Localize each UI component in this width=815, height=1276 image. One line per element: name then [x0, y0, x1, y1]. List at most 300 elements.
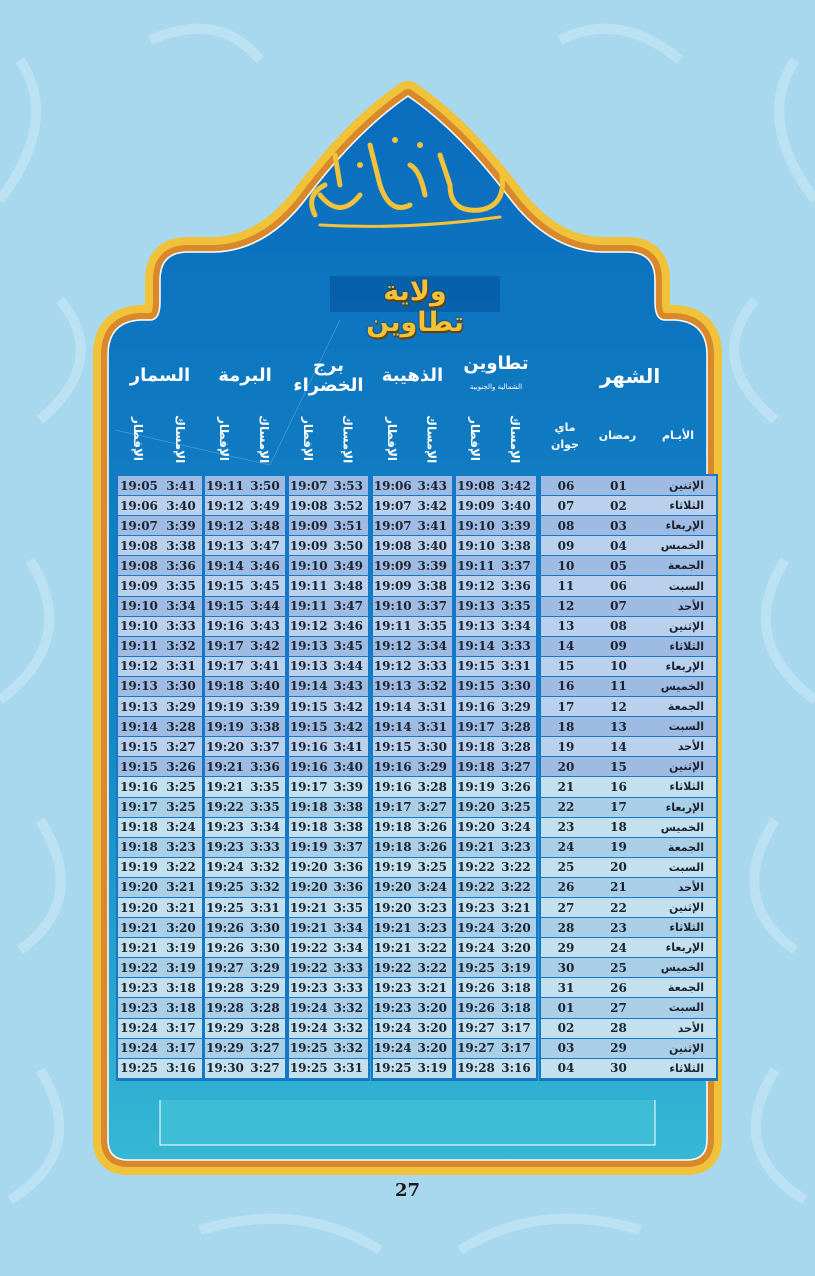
- imsak-time: 3:31: [417, 699, 447, 714]
- ramadan-day: 23: [610, 920, 627, 935]
- table-row: [289, 536, 368, 555]
- imsak-time: 3:17: [166, 1021, 196, 1036]
- table-row: [205, 737, 285, 756]
- iftar-time: 19:24: [120, 1041, 158, 1056]
- imsak-time: 3:23: [166, 840, 196, 855]
- table-row: [541, 697, 716, 716]
- iftar-time: 19:18: [457, 739, 495, 754]
- imsak-time: 3:33: [166, 619, 196, 634]
- iftar-time: 19:21: [289, 920, 328, 935]
- table-row: [456, 818, 536, 837]
- table-row: [541, 677, 716, 696]
- iftar-time: 19:06: [373, 478, 412, 493]
- table-row: [456, 1039, 536, 1058]
- ramadan-day: 26: [610, 980, 627, 995]
- weekday: الإربعاء: [665, 659, 704, 673]
- gregorian-date: 14: [557, 639, 575, 654]
- iftar-time: 19:23: [120, 1000, 158, 1015]
- table-row: [118, 1039, 202, 1058]
- iftar-time: 19:22: [289, 940, 328, 955]
- iftar-time: 19:24: [373, 1021, 412, 1036]
- table-row: [205, 516, 285, 535]
- gregorian-date: 28: [557, 920, 575, 935]
- imsak-time: 3:36: [501, 579, 531, 594]
- imsak-time: 3:44: [250, 599, 280, 614]
- imsak-time: 3:16: [166, 1061, 196, 1076]
- weekday: الإثنين: [669, 760, 704, 774]
- table-row: [456, 697, 536, 716]
- ramadan-day: 24: [610, 940, 627, 955]
- imsak-time: 3:26: [501, 779, 531, 794]
- iftar-time: 19:19: [206, 699, 244, 714]
- gregorian-date: 12: [557, 599, 575, 614]
- gregorian-header-may: ماي: [554, 421, 576, 434]
- table-row: [118, 757, 202, 776]
- imsak-time: 3:28: [501, 719, 531, 734]
- table-row: [541, 556, 716, 575]
- imsak-time: 3:21: [417, 980, 447, 995]
- gregorian-date: 23: [557, 820, 575, 835]
- iftar-time: 19:16: [206, 619, 244, 634]
- table-row: [541, 516, 716, 535]
- table-row: [456, 978, 536, 997]
- iftar-time: 19:05: [120, 478, 158, 493]
- city-column-2: [287, 474, 370, 1081]
- table-row: [456, 918, 536, 937]
- imsak-time: 3:26: [166, 759, 196, 774]
- table-row: [373, 958, 452, 977]
- table-row: [118, 536, 202, 555]
- table-row: [118, 617, 202, 636]
- table-row: [118, 878, 202, 897]
- imsak-time: 3:31: [417, 719, 447, 734]
- table-row: [118, 516, 202, 535]
- table-row: [373, 737, 452, 756]
- gregorian-date: 11: [557, 579, 575, 594]
- imsak-time: 3:38: [166, 538, 196, 553]
- table-row: [118, 576, 202, 595]
- imsak-time: 3:41: [166, 478, 196, 493]
- iftar-time: 19:24: [373, 1041, 412, 1056]
- imsak-time: 3:31: [333, 1061, 363, 1076]
- iftar-time: 19:10: [373, 599, 412, 614]
- iftar-time: 19:18: [289, 820, 328, 835]
- table-row: [456, 576, 536, 595]
- table-row: [118, 818, 202, 837]
- iftar-time: 19:11: [289, 579, 328, 594]
- gregorian-date: 02: [557, 1021, 575, 1036]
- iftar-time: 19:14: [206, 558, 244, 573]
- imsak-time: 3:32: [333, 1021, 363, 1036]
- iftar-time: 19:13: [120, 679, 158, 694]
- table-row: [541, 576, 716, 595]
- iftar-time: 19:18: [289, 800, 328, 815]
- weekday: الثلاثاء: [669, 780, 704, 794]
- table-row: [456, 657, 536, 676]
- table-row: [205, 998, 285, 1017]
- imsak-time: 3:17: [501, 1041, 531, 1056]
- table-row: [541, 717, 716, 736]
- iftar-time: 19:18: [206, 679, 244, 694]
- imsak-time: 3:31: [250, 900, 280, 915]
- imsak-time: 3:17: [501, 1021, 531, 1036]
- gregorian-date: 24: [557, 840, 575, 855]
- table-row: [289, 476, 368, 495]
- iftar-time: 19:16: [373, 779, 412, 794]
- iftar-time: 19:16: [120, 779, 158, 794]
- iftar-time: 19:27: [457, 1021, 495, 1036]
- iftar-time: 19:15: [206, 599, 244, 614]
- gregorian-date: 29: [557, 940, 575, 955]
- imsak-time: 3:28: [250, 1021, 280, 1036]
- weekday: الأحد: [677, 1021, 704, 1035]
- table-row: [289, 798, 368, 817]
- imsak-time: 3:30: [250, 920, 280, 935]
- table-row: [205, 818, 285, 837]
- table-row: [118, 597, 202, 616]
- table-row: [118, 657, 202, 676]
- imsak-time: 3:32: [250, 860, 280, 875]
- table-row: [373, 536, 452, 555]
- table-row: [289, 918, 368, 937]
- table-row: [289, 858, 368, 877]
- imsak-time: 3:42: [501, 478, 531, 493]
- iftar-time: 19:20: [457, 800, 495, 815]
- imsak-time: 3:34: [333, 920, 363, 935]
- imsak-time: 3:33: [333, 980, 363, 995]
- imsak-header: الإمساك: [257, 414, 271, 464]
- iftar-time: 19:23: [457, 900, 495, 915]
- iftar-time: 19:27: [457, 1041, 495, 1056]
- imsak-time: 3:46: [250, 558, 280, 573]
- imsak-time: 3:31: [501, 659, 531, 674]
- table-row: [541, 838, 716, 857]
- ramadan-day: 03: [610, 518, 627, 533]
- iftar-time: 19:16: [373, 759, 412, 774]
- city-subtitle: الشمالية والجنوبية: [469, 383, 523, 391]
- imsak-time: 3:34: [417, 639, 447, 654]
- table-row: [205, 798, 285, 817]
- table-row: [541, 1039, 716, 1058]
- imsak-time: 3:33: [333, 960, 363, 975]
- imsak-time: 3:28: [250, 1000, 280, 1015]
- imsak-time: 3:34: [501, 619, 531, 634]
- iftar-time: 19:17: [206, 659, 244, 674]
- iftar-time: 19:20: [373, 900, 412, 915]
- imsak-time: 3:43: [417, 478, 447, 493]
- imsak-time: 3:43: [250, 619, 280, 634]
- city-column-1: [371, 474, 454, 1081]
- iftar-time: 19:13: [457, 599, 495, 614]
- iftar-time: 19:26: [206, 920, 244, 935]
- ramadan-day: 15: [610, 759, 627, 774]
- gregorian-date: 18: [557, 719, 575, 734]
- weekday: الخميس: [660, 679, 704, 693]
- weekday: الخميس: [660, 820, 704, 834]
- table-row: [456, 476, 536, 495]
- imsak-time: 3:50: [333, 538, 363, 553]
- imsak-time: 3:19: [417, 1061, 447, 1076]
- gregorian-header-june: جوان: [551, 438, 579, 451]
- imsak-time: 3:41: [250, 659, 280, 674]
- imsak-time: 3:33: [501, 639, 531, 654]
- weekday: الجمعة: [667, 559, 704, 573]
- imsak-time: 3:48: [250, 518, 280, 533]
- gregorian-date: 13: [557, 619, 575, 634]
- iftar-time: 19:15: [206, 579, 244, 594]
- iftar-time: 19:23: [373, 1000, 412, 1015]
- iftar-time: 19:06: [120, 498, 158, 513]
- table-row: [456, 556, 536, 575]
- table-row: [205, 978, 285, 997]
- table-row: [541, 737, 716, 756]
- table-row: [456, 737, 536, 756]
- table-row: [373, 818, 452, 837]
- imsak-time: 3:20: [501, 920, 531, 935]
- iftar-time: 19:26: [206, 940, 244, 955]
- table-row: [456, 757, 536, 776]
- table-row: [289, 998, 368, 1017]
- table-row: [205, 476, 285, 495]
- iftar-time: 19:10: [457, 518, 495, 533]
- city-name: تطاوين: [463, 353, 529, 374]
- gregorian-date: 06: [557, 478, 575, 493]
- imsak-time: 3:46: [333, 619, 363, 634]
- ramadan-day: 17: [610, 800, 627, 815]
- iftar-time: 19:12: [457, 579, 495, 594]
- weekday: الأحد: [677, 599, 704, 613]
- table-row: [118, 697, 202, 716]
- imsak-time: 3:40: [417, 538, 447, 553]
- iftar-time: 19:08: [373, 538, 412, 553]
- gregorian-date: 17: [557, 699, 575, 714]
- table-row: [456, 898, 536, 917]
- imsak-time: 3:28: [501, 739, 531, 754]
- iftar-time: 19:14: [373, 699, 412, 714]
- imsak-time: 3:37: [333, 840, 363, 855]
- weekday: الأحد: [677, 880, 704, 894]
- iftar-time: 19:24: [289, 1021, 328, 1036]
- table-row: [541, 757, 716, 776]
- table-row: [541, 918, 716, 937]
- table-row: [289, 1039, 368, 1058]
- table-row: [118, 476, 202, 495]
- gregorian-date: 30: [557, 960, 575, 975]
- iftar-time: 19:24: [120, 1021, 158, 1036]
- iftar-time: 19:10: [289, 558, 328, 573]
- iftar-time: 19:13: [289, 639, 328, 654]
- ramadan-day: 20: [610, 860, 627, 875]
- iftar-time: 19:08: [120, 558, 158, 573]
- iftar-time: 19:21: [206, 779, 244, 794]
- iftar-header: الإفطار: [217, 416, 231, 461]
- gregorian-date: 01: [557, 1000, 575, 1015]
- iftar-time: 19:14: [289, 679, 328, 694]
- iftar-time: 19:08: [289, 498, 328, 513]
- imsak-time: 3:23: [417, 900, 447, 915]
- iftar-time: 19:25: [289, 1041, 328, 1056]
- table-row: [289, 1059, 368, 1078]
- weekday: الإربعاء: [665, 941, 704, 955]
- iftar-time: 19:21: [206, 759, 244, 774]
- weekday: الخميس: [660, 961, 704, 975]
- iftar-time: 19:28: [457, 1061, 495, 1076]
- table-row: [373, 938, 452, 957]
- table-row: [118, 798, 202, 817]
- imsak-header: الإمساك: [508, 414, 522, 464]
- table-row: [373, 576, 452, 595]
- imsak-time: 3:44: [333, 659, 363, 674]
- iftar-time: 19:22: [457, 860, 495, 875]
- imsak-time: 3:22: [417, 960, 447, 975]
- iftar-time: 19:17: [373, 800, 412, 815]
- imsak-time: 3:32: [250, 880, 280, 895]
- table-row: [118, 918, 202, 937]
- table-row: [205, 938, 285, 957]
- imsak-time: 3:25: [417, 860, 447, 875]
- table-row: [373, 597, 452, 616]
- ramadan-day: 22: [610, 900, 627, 915]
- city-name: البرمة: [218, 365, 272, 386]
- imsak-time: 3:16: [501, 1061, 531, 1076]
- iftar-header: الإفطار: [468, 416, 482, 461]
- imsak-time: 3:53: [333, 478, 363, 493]
- imsak-time: 3:30: [501, 679, 531, 694]
- table-row: [118, 938, 202, 957]
- gregorian-date: 21: [557, 779, 575, 794]
- ramadan-day: 16: [610, 779, 627, 794]
- table-row: [205, 1059, 285, 1078]
- iftar-time: 19:12: [206, 518, 244, 533]
- table-row: [118, 556, 202, 575]
- table-row: [289, 556, 368, 575]
- table-row: [205, 556, 285, 575]
- imsak-time: 3:37: [417, 599, 447, 614]
- table-row: [205, 657, 285, 676]
- imsak-time: 3:33: [417, 659, 447, 674]
- imsak-time: 3:29: [166, 699, 196, 714]
- table-row: [541, 617, 716, 636]
- iftar-time: 19:15: [120, 739, 158, 754]
- ramadan-day: 06: [610, 579, 627, 594]
- imsak-time: 3:35: [417, 619, 447, 634]
- iftar-time: 19:24: [457, 940, 495, 955]
- table-row: [205, 617, 285, 636]
- iftar-time: 19:09: [457, 498, 495, 513]
- imsak-time: 3:24: [501, 820, 531, 835]
- imsak-time: 3:34: [250, 820, 280, 835]
- iftar-time: 19:13: [289, 659, 328, 674]
- table-row: [205, 898, 285, 917]
- imsak-time: 3:27: [166, 739, 196, 754]
- imsak-time: 3:35: [333, 900, 363, 915]
- iftar-time: 19:25: [457, 960, 495, 975]
- iftar-time: 19:28: [206, 1000, 244, 1015]
- table-row: [118, 496, 202, 515]
- iftar-time: 19:13: [373, 679, 412, 694]
- table-row: [289, 697, 368, 716]
- table-row: [456, 597, 536, 616]
- iftar-time: 19:22: [289, 960, 328, 975]
- gregorian-date: 20: [557, 759, 575, 774]
- imsak-time: 3:30: [166, 679, 196, 694]
- table-row: [541, 1019, 716, 1038]
- table-row: [118, 677, 202, 696]
- table-row: [289, 757, 368, 776]
- table-row: [373, 1019, 452, 1038]
- ramadan-day: 19: [610, 840, 627, 855]
- weekday: الجمعة: [667, 700, 704, 714]
- table-row: [456, 958, 536, 977]
- weekday: الخميس: [660, 539, 704, 553]
- imsak-time: 3:36: [250, 759, 280, 774]
- weekday: الإربعاء: [665, 800, 704, 814]
- days-header: الأيـام: [661, 429, 695, 442]
- table-row: [289, 617, 368, 636]
- iftar-time: 19:27: [206, 960, 244, 975]
- iftar-time: 19:28: [206, 980, 244, 995]
- ramadan-day: 21: [610, 880, 627, 895]
- iftar-time: 19:20: [289, 860, 328, 875]
- imsak-time: 3:21: [501, 900, 531, 915]
- table-row: [456, 677, 536, 696]
- table-row: [373, 798, 452, 817]
- city-column-0: [454, 474, 538, 1081]
- gregorian-date: 04: [557, 1061, 575, 1076]
- imsak-time: 3:25: [166, 800, 196, 815]
- imsak-header: الإمساك: [424, 414, 439, 464]
- iftar-time: 19:19: [289, 840, 328, 855]
- imsak-time: 3:29: [250, 960, 280, 975]
- table-row: [541, 496, 716, 515]
- imsak-time: 3:27: [417, 800, 447, 815]
- iftar-time: 19:09: [289, 538, 328, 553]
- weekday: السبت: [668, 860, 704, 874]
- table-row: [373, 978, 452, 997]
- iftar-time: 19:10: [120, 619, 158, 634]
- city-name-line2: الخضراء: [293, 375, 364, 396]
- table-row: [541, 818, 716, 837]
- gregorian-date: 08: [557, 518, 575, 533]
- table-row: [456, 516, 536, 535]
- iftar-time: 19:16: [289, 739, 328, 754]
- imsak-time: 3:45: [333, 639, 363, 654]
- imsak-time: 3:35: [250, 779, 280, 794]
- ramadan-day: 10: [610, 659, 627, 674]
- iftar-time: 19:14: [457, 639, 495, 654]
- imsak-time: 3:22: [501, 860, 531, 875]
- table-row: [373, 1039, 452, 1058]
- weekday: الإثنين: [669, 1041, 704, 1055]
- table-row: [205, 496, 285, 515]
- table-row: [205, 1019, 285, 1038]
- imsak-time: 3:51: [333, 518, 363, 533]
- table-row: [118, 838, 202, 857]
- imsak-time: 3:39: [166, 518, 196, 533]
- table-row: [205, 677, 285, 696]
- ramadan-day: 05: [610, 558, 627, 573]
- weekday: الأحد: [677, 740, 704, 754]
- table-row: [373, 777, 452, 796]
- iftar-time: 19:15: [289, 699, 328, 714]
- ramadan-day: 09: [610, 639, 627, 654]
- ramadan-mubarak-calligraphy-logo: [300, 125, 520, 235]
- imsak-time: 3:22: [166, 860, 196, 875]
- iftar-time: 19:15: [373, 739, 412, 754]
- imsak-time: 3:20: [417, 1041, 447, 1056]
- table-row: [205, 838, 285, 857]
- iftar-time: 19:25: [289, 1061, 328, 1076]
